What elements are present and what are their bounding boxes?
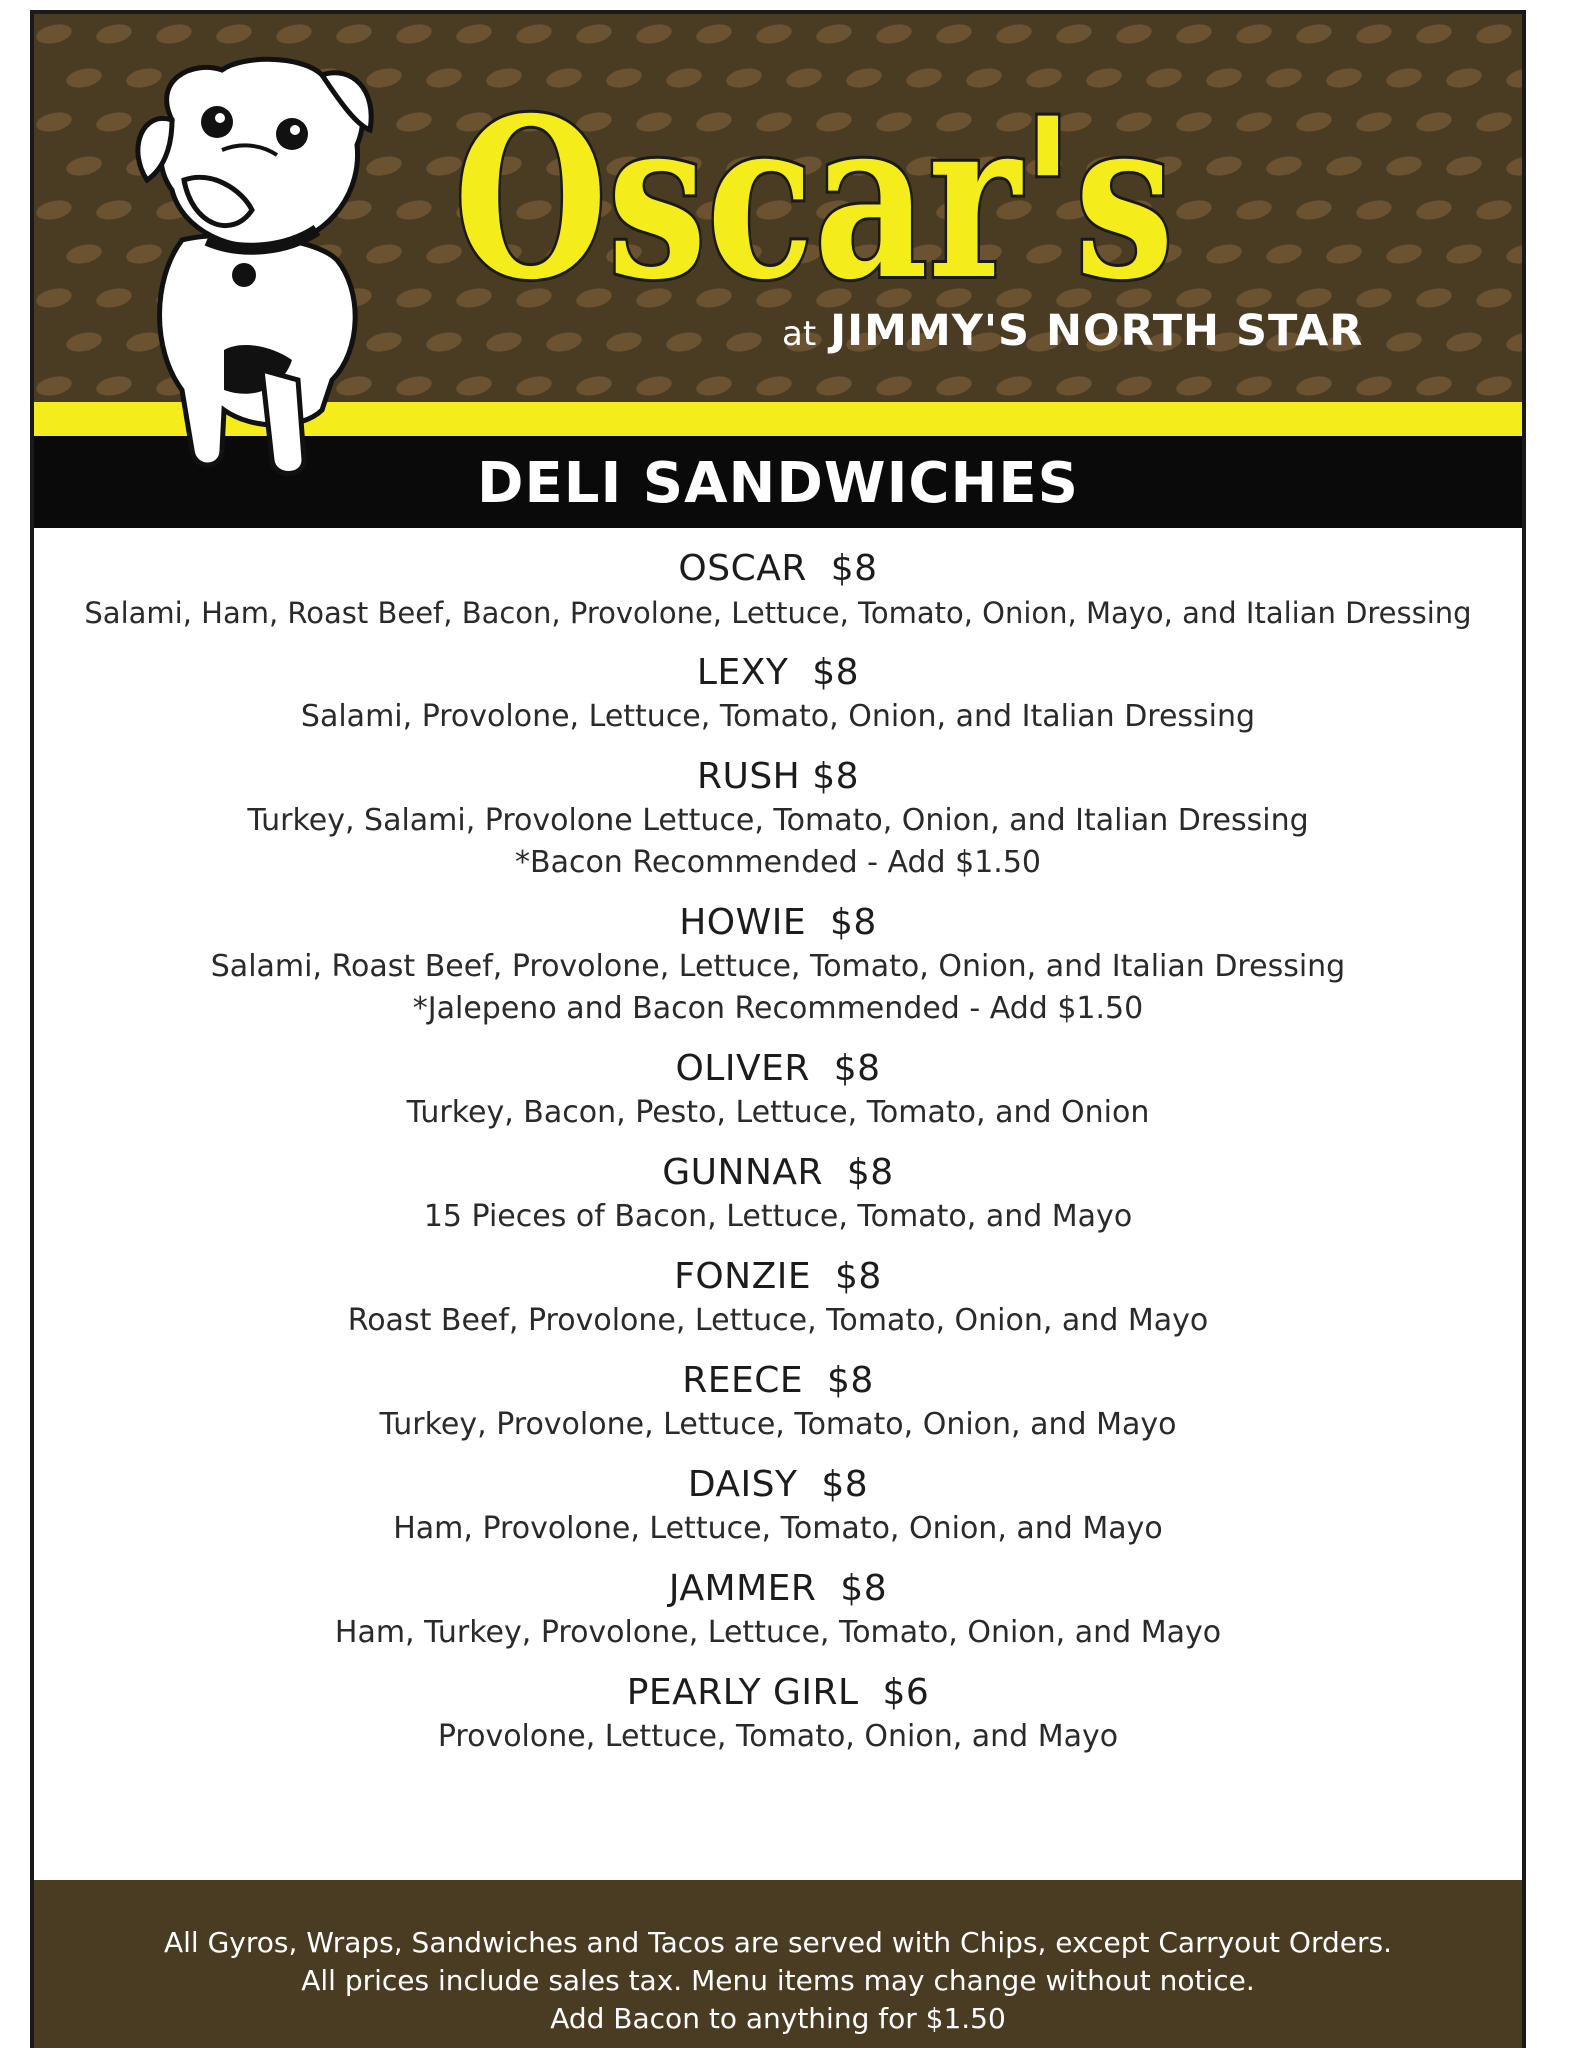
pattern-dot <box>1235 373 1274 398</box>
item-name-price: RUSH $8 <box>696 756 860 797</box>
pattern-dot <box>1265 153 1304 178</box>
pattern-dot <box>695 373 734 398</box>
pattern-dot <box>1295 21 1334 46</box>
subtitle-at: at <box>782 314 817 354</box>
pattern-dot <box>1415 373 1454 398</box>
pattern-dot <box>725 329 764 354</box>
pattern-dot <box>65 241 104 266</box>
menu-item <box>34 900 1522 1030</box>
item-description: Salami, Roast Beef, Provolone, Lettuce, Tomato, Onion, and Italian Dressing <box>210 949 1346 984</box>
pattern-dot <box>1235 109 1274 134</box>
item-description: Ham, Turkey, Provolone, Lettuce, Tomato, Onion, and Mayo <box>334 1615 1222 1650</box>
pattern-dot <box>935 21 974 46</box>
pattern-dot <box>1385 241 1424 266</box>
pattern-dot <box>1325 241 1364 266</box>
pug-dog-icon <box>112 50 412 490</box>
pattern-dot <box>455 21 494 46</box>
menu-list <box>34 546 1522 1758</box>
pattern-dot <box>35 21 74 46</box>
pattern-dot <box>1325 65 1364 90</box>
pattern-dot <box>65 153 104 178</box>
pattern-dot <box>1115 373 1154 398</box>
pattern-dot <box>65 329 104 354</box>
pattern-dot <box>1055 373 1094 398</box>
item-description: Ham, Provolone, Lettuce, Tomato, Onion, and Mayo <box>393 1511 1163 1546</box>
pattern-dot <box>1415 285 1454 310</box>
item-note: *Jalepeno and Bacon Recommended - Add $1.50 <box>412 991 1144 1026</box>
pattern-dot <box>1505 329 1522 354</box>
menu-item <box>34 650 1522 738</box>
item-name-price: PEARLY GIRL $6 <box>626 1672 930 1713</box>
footer-line-tax: All prices include sales tax. Menu items may change without notice. <box>301 1964 1255 1997</box>
pattern-dot <box>335 21 374 46</box>
item-name-price: FONZIE $8 <box>674 1256 882 1297</box>
section-title: DELI SANDWICHES <box>477 451 1079 516</box>
menu-item <box>34 1462 1522 1550</box>
pattern-dot <box>1355 21 1394 46</box>
pattern-dot <box>1295 109 1334 134</box>
pattern-dot <box>395 21 434 46</box>
pattern-dot <box>35 109 74 134</box>
item-description: Salami, Ham, Roast Beef, Bacon, Provolone, Lettuce, Tomato, Onion, Mayo, and Italian Dressing <box>84 596 1472 630</box>
pattern-dot <box>665 329 704 354</box>
menu-item <box>34 1670 1522 1758</box>
brand-name: Oscar's <box>454 69 1174 314</box>
pattern-dot <box>1115 21 1154 46</box>
menu-item <box>34 1566 1522 1654</box>
item-description: Provolone, Lettuce, Tomato, Onion, and Mayo <box>437 1719 1119 1754</box>
pattern-dot <box>635 21 674 46</box>
item-name-price: JAMMER $8 <box>668 1568 888 1609</box>
menu-page <box>30 10 1526 2048</box>
footer-line-chips: All Gyros, Wraps, Sandwiches and Tacos are served with Chips, except Carryout Orders. <box>164 1926 1392 1959</box>
item-name-price: DAISY $8 <box>687 1464 869 1505</box>
menu-item <box>34 546 1522 634</box>
pattern-dot <box>1205 153 1244 178</box>
pattern-dot <box>155 21 194 46</box>
pattern-dot <box>1505 65 1522 90</box>
menu-item <box>34 1046 1522 1134</box>
menu-item <box>34 1254 1522 1342</box>
pattern-dot <box>1295 197 1334 222</box>
item-description: Turkey, Provolone, Lettuce, Tomato, Onion, and Mayo <box>379 1407 1177 1442</box>
pattern-dot <box>1355 109 1394 134</box>
footer-line-bacon: Add Bacon to anything for $1.50 <box>550 2002 1006 2035</box>
pattern-dot <box>1445 153 1484 178</box>
item-description: 15 Pieces of Bacon, Lettuce, Tomato, and Mayo <box>423 1199 1133 1234</box>
pattern-dot <box>1235 21 1274 46</box>
pattern-dot <box>1055 21 1094 46</box>
pattern-dot <box>515 373 554 398</box>
menu-item <box>34 1358 1522 1446</box>
item-description: Salami, Provolone, Lettuce, Tomato, Onion, and Italian Dressing <box>300 699 1256 734</box>
pattern-dot <box>215 21 254 46</box>
pattern-dot <box>1475 373 1514 398</box>
brand-logo <box>434 44 1194 314</box>
pattern-dot <box>1415 21 1454 46</box>
item-name-price: OSCAR $8 <box>678 548 878 589</box>
pattern-dot <box>875 373 914 398</box>
pattern-dot <box>1505 241 1522 266</box>
item-description: Roast Beef, Provolone, Lettuce, Tomato, Onion, and Mayo <box>347 1303 1209 1338</box>
pattern-dot <box>1385 329 1424 354</box>
pattern-dot <box>1385 153 1424 178</box>
item-name-price: HOWIE $8 <box>679 902 877 943</box>
pattern-dot <box>1475 197 1514 222</box>
pattern-dot <box>1175 373 1214 398</box>
pattern-dot <box>485 329 524 354</box>
pattern-dot <box>1505 153 1522 178</box>
pattern-dot <box>1235 197 1274 222</box>
pattern-dot <box>65 65 104 90</box>
pattern-dot <box>1415 109 1454 134</box>
pattern-dot <box>815 373 854 398</box>
menu-items <box>34 546 1522 1758</box>
footer-notes <box>34 1880 1522 2048</box>
pattern-dot <box>695 21 734 46</box>
pattern-dot <box>1415 197 1454 222</box>
pattern-dot <box>35 373 74 398</box>
pattern-dot <box>1475 109 1514 134</box>
pattern-dot <box>605 329 644 354</box>
pattern-dot <box>995 21 1034 46</box>
pattern-dot <box>275 21 314 46</box>
item-name-price: GUNNAR $8 <box>662 1152 894 1193</box>
menu-item <box>34 1150 1522 1238</box>
pattern-dot <box>455 373 494 398</box>
pattern-dot <box>1355 373 1394 398</box>
pattern-dot <box>755 21 794 46</box>
pattern-dot <box>1175 21 1214 46</box>
item-name-price: LEXY $8 <box>696 652 860 693</box>
pattern-dot <box>35 197 74 222</box>
item-description: Turkey, Bacon, Pesto, Lettuce, Tomato, and Onion <box>406 1095 1150 1130</box>
location-subtitle <box>782 306 1363 356</box>
pattern-dot <box>1295 373 1334 398</box>
pattern-dot <box>515 21 554 46</box>
pattern-dot <box>1385 65 1424 90</box>
pattern-dot <box>1445 241 1484 266</box>
item-name-price: OLIVER $8 <box>675 1048 881 1089</box>
item-description: Turkey, Salami, Provolone Lettuce, Tomato, Onion, and Italian Dressing <box>247 803 1309 838</box>
pattern-dot <box>95 21 134 46</box>
pattern-dot <box>635 373 674 398</box>
pattern-dot <box>935 373 974 398</box>
pattern-dot <box>35 285 74 310</box>
pattern-dot <box>875 21 914 46</box>
pattern-dot <box>1265 241 1304 266</box>
pattern-dot <box>995 373 1034 398</box>
item-name-price: REECE $8 <box>682 1360 874 1401</box>
pattern-dot <box>545 329 584 354</box>
pattern-dot <box>1325 153 1364 178</box>
item-note: *Bacon Recommended - Add $1.50 <box>514 845 1042 880</box>
pattern-dot <box>1205 65 1244 90</box>
pattern-dot <box>1205 241 1244 266</box>
menu-item <box>34 754 1522 884</box>
pattern-dot <box>1475 21 1514 46</box>
pattern-dot <box>575 373 614 398</box>
pattern-dot <box>755 373 794 398</box>
pattern-dot <box>575 21 614 46</box>
subtitle-name: JIMMY'S NORTH STAR <box>830 306 1364 356</box>
pattern-dot <box>1445 329 1484 354</box>
pattern-dot <box>1265 65 1304 90</box>
pattern-dot <box>425 329 464 354</box>
pattern-dot <box>1445 65 1484 90</box>
pattern-dot <box>815 21 854 46</box>
pattern-dot <box>1355 197 1394 222</box>
pattern-dot <box>1475 285 1514 310</box>
